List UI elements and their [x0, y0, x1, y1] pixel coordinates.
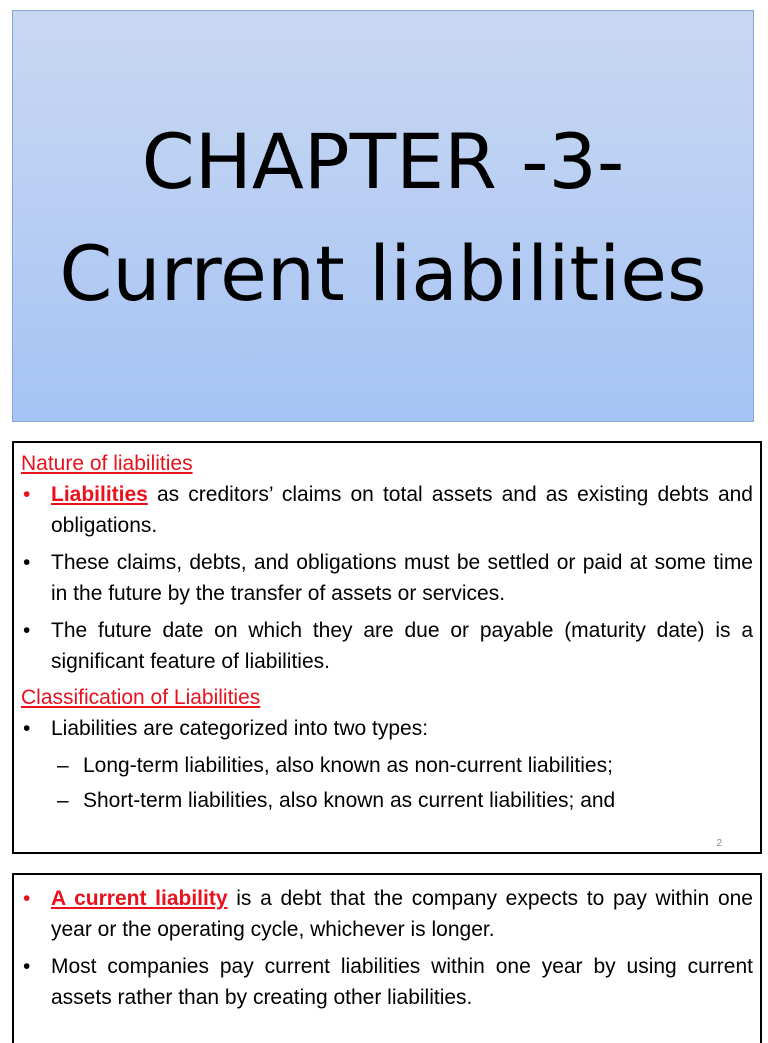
bullet-item [21, 615, 753, 677]
bullet-item [21, 883, 753, 945]
bullet-icon: • [23, 483, 31, 506]
bullet-item [21, 547, 753, 609]
chapter-title: CHAPTER -3- [141, 117, 625, 206]
sub-text: Short-term liabilities, also known as current liabilities; and [83, 789, 616, 812]
keyword-liabilities: Liabilities [51, 483, 148, 506]
bullet-text: The future date on which they are due or payable (maturity date) is a significant feature of liabilities. [51, 619, 753, 673]
bullet-item [21, 479, 753, 541]
bullet-text: Liabilities are categorized into two types: [51, 717, 429, 740]
dash-icon: – [57, 754, 69, 777]
dash-icon: – [57, 789, 69, 812]
current-liability-slide [12, 873, 762, 1043]
slide-content [21, 883, 753, 1019]
bullet-text: Most companies pay current liabilities within one year by using current assets rather than by creating other liabilities. [51, 955, 753, 1009]
slide-content [21, 449, 753, 820]
bullet-text: as creditors’ claims on total assets and as existing debts and obligations. [51, 483, 753, 537]
classification-heading: Classification of Liabilities [21, 686, 261, 709]
chapter-subtitle: Current liabilities [59, 229, 707, 318]
title-slide [12, 10, 754, 422]
sub-item [21, 785, 753, 816]
bullet-item [21, 951, 753, 1013]
bullet-text: is a debt that the company expects to pay within one year or the operating cycle, whichever is longer. [51, 887, 753, 941]
bullet-icon: • [23, 551, 31, 574]
bullet-icon: • [23, 887, 31, 910]
sub-item [21, 750, 753, 781]
bullet-text: These claims, debts, and obligations must be settled or paid at some time in the future by the transfer of assets or services. [51, 551, 753, 605]
bullet-icon: • [23, 955, 31, 978]
bullet-item [21, 713, 753, 744]
sub-text: Long-term liabilities, also known as non-current liabilities; [83, 754, 613, 777]
keyword-current-liability: A current liability [51, 887, 228, 910]
bullet-icon: • [23, 619, 31, 642]
bullet-icon: • [23, 717, 31, 740]
page-number: 2 [716, 838, 722, 849]
nature-heading: Nature of liabilities [21, 452, 193, 475]
nature-of-liabilities-slide [12, 441, 762, 854]
